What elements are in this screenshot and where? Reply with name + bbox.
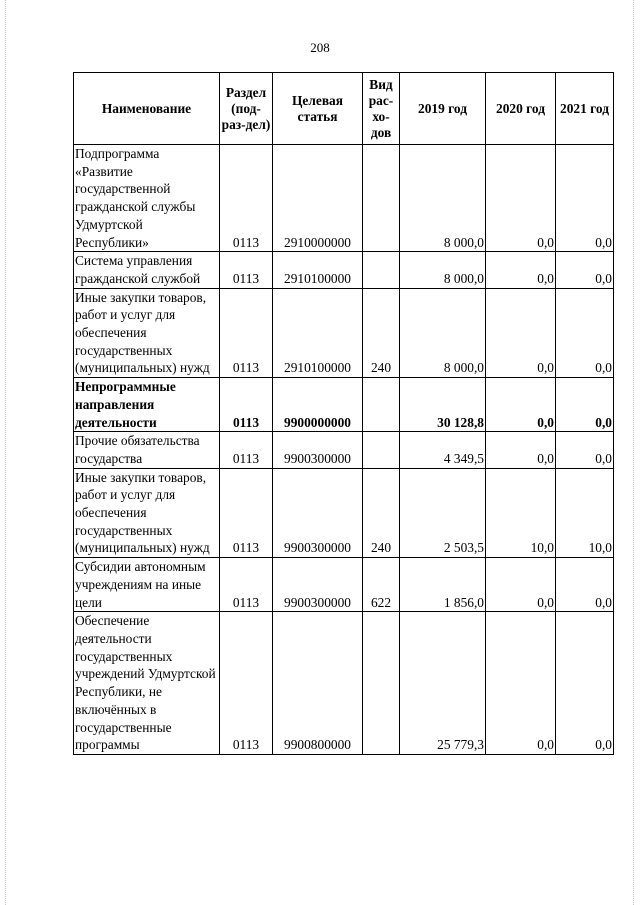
cell-expense-type (363, 612, 400, 755)
cell-2021: 0,0 (556, 252, 614, 288)
table-row (74, 558, 614, 612)
header-2019: 2019 год (400, 73, 486, 145)
cell-section: 0113 (220, 288, 273, 378)
cell-name: Прочие обязательства государства (74, 432, 220, 468)
header-row (74, 73, 614, 145)
table-row (74, 252, 614, 288)
cell-section: 0113 (220, 378, 273, 432)
cell-target: 2910000000 (273, 145, 363, 252)
cell-2021: 0,0 (556, 432, 614, 468)
cell-section: 0113 (220, 558, 273, 612)
cell-2020: 0,0 (486, 378, 556, 432)
cell-2019: 8 000,0 (400, 145, 486, 252)
cell-name: Система управления гражданской службой (74, 252, 220, 288)
header-2021: 2021 год (556, 73, 614, 145)
page-number: 208 (310, 40, 330, 55)
cell-2020: 0,0 (486, 558, 556, 612)
cell-2019: 8 000,0 (400, 252, 486, 288)
cell-expense-type (363, 145, 400, 252)
cell-2020: 10,0 (486, 468, 556, 558)
cell-2021: 0,0 (556, 378, 614, 432)
cell-2019: 4 349,5 (400, 432, 486, 468)
cell-2020: 0,0 (486, 145, 556, 252)
cell-expense-type (363, 252, 400, 288)
cell-target: 9900300000 (273, 432, 363, 468)
header-section: Раздел (под-раз-дел) (220, 73, 273, 145)
table-row (74, 145, 614, 252)
cell-section: 0113 (220, 612, 273, 755)
cell-name: Непрограммные направления деятельности (74, 378, 220, 432)
cell-2020: 0,0 (486, 288, 556, 378)
cell-expense-type: 240 (363, 288, 400, 378)
cell-expense-type: 622 (363, 558, 400, 612)
header-name: Наименование (74, 73, 220, 145)
cell-section: 0113 (220, 145, 273, 252)
cell-target: 9900300000 (273, 558, 363, 612)
budget-table (73, 72, 614, 755)
cell-name: Подпрограмма «Развитие государственной гражданской службы Удмуртской Республики» (74, 145, 220, 252)
header-target: Целевая статья (273, 73, 363, 145)
cell-target: 9900000000 (273, 378, 363, 432)
cell-name: Субсидии автономным учреждениям на иные цели (74, 558, 220, 612)
cell-expense-type (363, 378, 400, 432)
cell-section: 0113 (220, 432, 273, 468)
cell-2021: 0,0 (556, 288, 614, 378)
table-row (74, 468, 614, 558)
table-row (74, 612, 614, 755)
cell-section: 0113 (220, 468, 273, 558)
cell-2019: 25 779,3 (400, 612, 486, 755)
cell-2021: 10,0 (556, 468, 614, 558)
scan-edge-left (5, 0, 7, 905)
cell-2020: 0,0 (486, 432, 556, 468)
table-body (74, 145, 614, 755)
cell-expense-type: 240 (363, 468, 400, 558)
cell-2019: 1 856,0 (400, 558, 486, 612)
cell-2019: 30 128,8 (400, 378, 486, 432)
cell-2021: 0,0 (556, 612, 614, 755)
cell-name: Иные закупки товаров, работ и услуг для обеспечения государственных (муниципальных) нужд (74, 288, 220, 378)
cell-target: 9900800000 (273, 612, 363, 755)
cell-2019: 2 503,5 (400, 468, 486, 558)
cell-section: 0113 (220, 252, 273, 288)
table-row (74, 432, 614, 468)
scan-edge-right (633, 0, 635, 905)
cell-target: 2910100000 (273, 288, 363, 378)
table-row (74, 378, 614, 432)
cell-name: Обеспечение деятельности государственных учреждений Удмуртской Республики, не включённых в государственные программы (74, 612, 220, 755)
cell-2019: 8 000,0 (400, 288, 486, 378)
cell-expense-type (363, 432, 400, 468)
header-2020: 2020 год (486, 73, 556, 145)
cell-2020: 0,0 (486, 252, 556, 288)
cell-2021: 0,0 (556, 145, 614, 252)
cell-2021: 0,0 (556, 558, 614, 612)
cell-target: 2910100000 (273, 252, 363, 288)
table-row (74, 288, 614, 378)
cell-target: 9900300000 (273, 468, 363, 558)
cell-name: Иные закупки товаров, работ и услуг для обеспечения государственных (муниципальных) нужд (74, 468, 220, 558)
header-expense-type: Вид рас-хо-дов (363, 73, 400, 145)
cell-2020: 0,0 (486, 612, 556, 755)
